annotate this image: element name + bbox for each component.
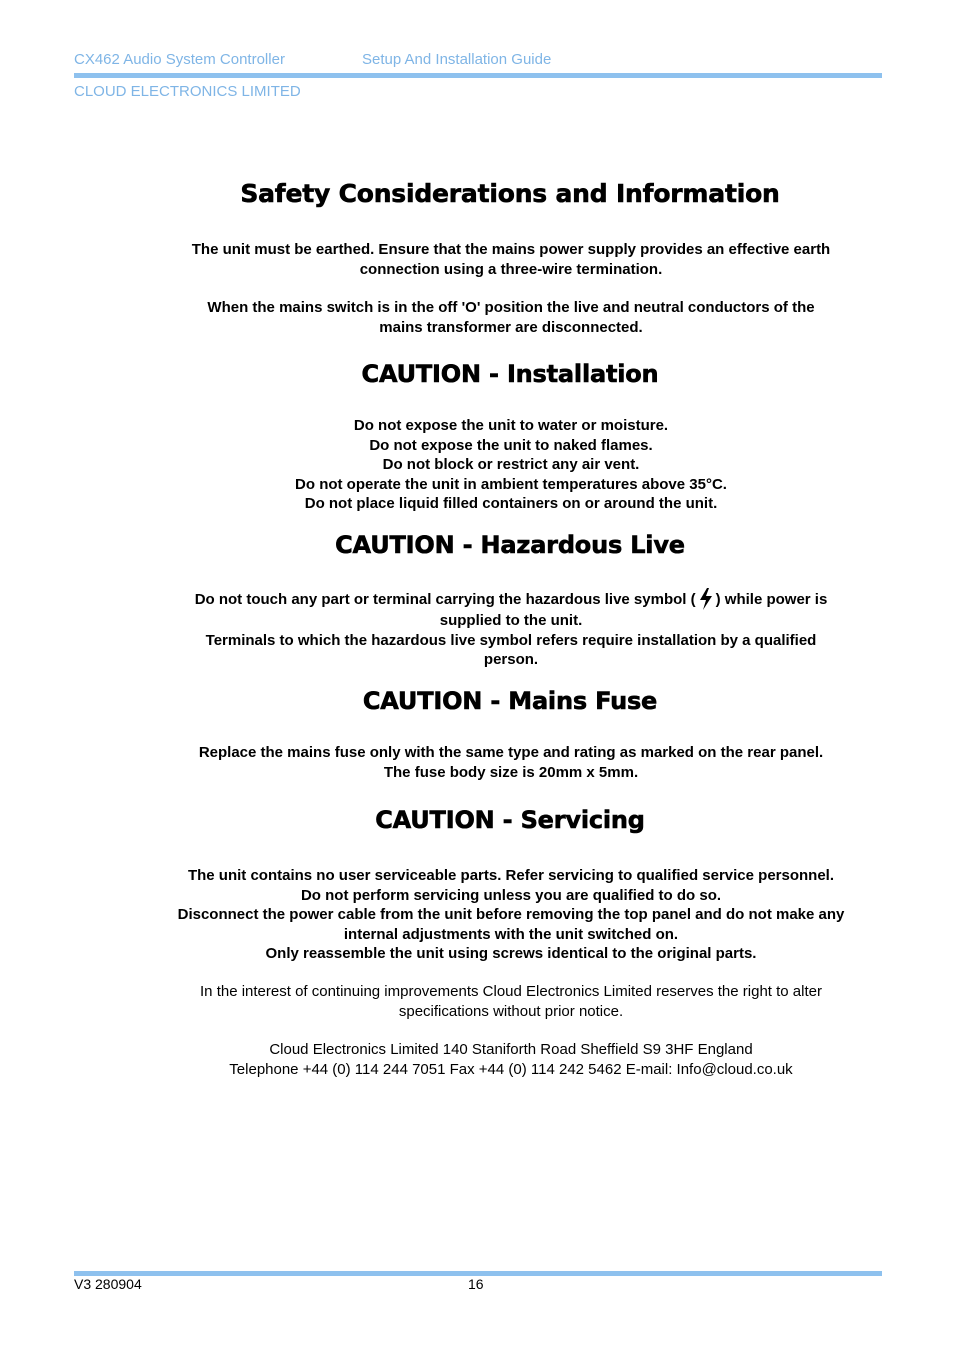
installation-line: Do not expose the unit to naked flames.	[369, 436, 653, 454]
hazardous-heading: CAUTION - Hazardous Live	[335, 531, 685, 559]
installation-line: Do not operate the unit in ambient temperatures above 35°C.	[295, 475, 727, 493]
hazardous-text-after: ) while power is	[715, 591, 828, 608]
switch-line: mains transformer are disconnected.	[379, 318, 643, 336]
notice-paragraph	[140, 982, 882, 1021]
servicing-line: Disconnect the power cable from the unit before removing the top panel and do not make any	[177, 906, 845, 923]
notice-line: In the interest of continuing improvements Cloud Electronics Limited reserves the right to alter	[200, 983, 822, 1000]
installation-list	[140, 416, 882, 514]
servicing-heading: CAUTION - Servicing	[375, 806, 645, 834]
fuse-line: Replace the mains fuse only with the same type and rating as marked on the rear panel.	[198, 744, 824, 761]
servicing-line: Do not perform servicing unless you are qualified to do so.	[300, 886, 722, 904]
footer-version: V3 280904	[74, 1276, 142, 1292]
hazardous-text-before: Do not touch any part or terminal carrying the hazardous live symbol (	[194, 591, 696, 608]
fuse-paragraph	[140, 743, 882, 782]
contact-address: Cloud Electronics Limited 140 Staniforth Road Sheffield S9 3HF England	[269, 1041, 753, 1058]
switch-line: When the mains switch is in the off 'O' position the live and neutral conductors of the	[207, 299, 815, 316]
header-rule	[74, 73, 882, 78]
hazardous-line: Terminals to which the hazardous live symbol refers require installation by a qualified	[205, 631, 817, 649]
hazardous-line	[140, 587, 882, 611]
installation-line: Do not expose the unit to water or moisture.	[353, 417, 669, 434]
page-title: Safety Considerations and Information	[240, 179, 780, 208]
earth-paragraph	[140, 240, 882, 279]
contact-phone: Telephone +44 (0) 114 244 7051 Fax +44 (0) 114 242 5462 E-mail: Info@cloud.co.uk	[229, 1060, 793, 1078]
header-guide: Setup And Installation Guide	[362, 51, 552, 68]
installation-heading: CAUTION - Installation	[361, 360, 659, 388]
earth-line: The unit must be earthed. Ensure that the mains power supply provides an effective earth	[191, 241, 831, 258]
page-number: 16	[468, 1276, 484, 1292]
switch-paragraph	[140, 298, 882, 337]
hazardous-paragraph	[140, 587, 882, 670]
fuse-heading: CAUTION - Mains Fuse	[362, 687, 658, 715]
header-company: CLOUD ELECTRONICS LIMITED	[74, 83, 301, 100]
installation-line: Do not block or restrict any air vent.	[382, 456, 640, 473]
servicing-line: The unit contains no user serviceable parts. Refer servicing to qualified service personnel.	[187, 867, 835, 884]
servicing-line: internal adjustments with the unit switched on.	[343, 925, 679, 943]
contact-paragraph	[140, 1040, 882, 1079]
notice-line: specifications without prior notice.	[398, 1002, 624, 1020]
header-product: CX462 Audio System Controller	[74, 51, 285, 68]
servicing-line: Only reassemble the unit using screws identical to the original parts.	[265, 945, 757, 962]
lightning-bolt-icon	[697, 587, 715, 611]
hazardous-line: supplied to the unit.	[439, 612, 583, 629]
installation-line: Do not place liquid filled containers on or around the unit.	[304, 495, 718, 512]
hazardous-line: person.	[483, 651, 539, 668]
servicing-paragraph	[140, 866, 882, 964]
earth-line: connection using a three-wire termination.	[359, 260, 663, 278]
fuse-line: The fuse body size is 20mm x 5mm.	[383, 763, 639, 781]
